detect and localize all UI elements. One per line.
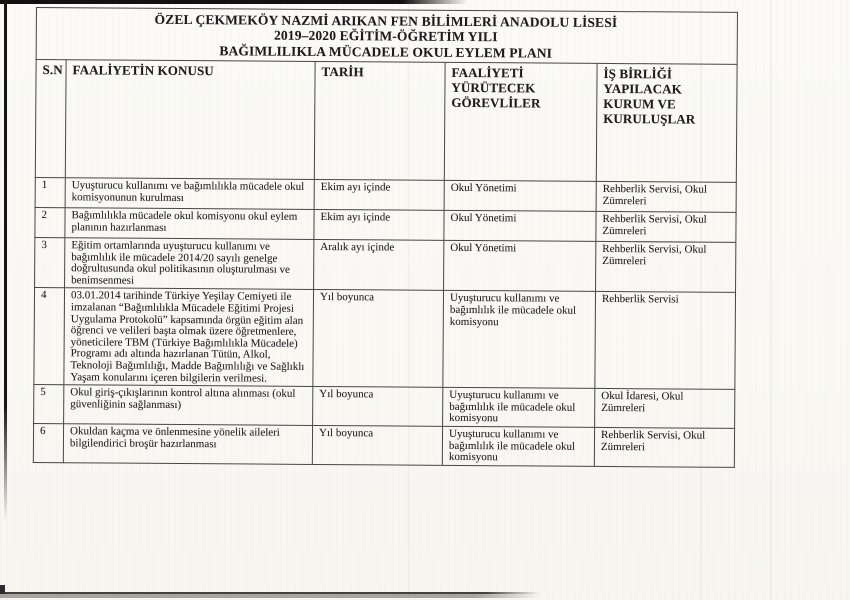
cell-gorevliler: Uyuşturucu kullanımı ve bağımlılık ile mücadele okul komisyonu xyxy=(443,291,596,389)
cell-isbirligi: Okul İdaresi, Okul Zümreleri xyxy=(595,389,735,429)
document-title xyxy=(36,8,737,65)
cell-sn: 4 xyxy=(34,288,65,385)
col-header-tarih: TARİH xyxy=(314,61,445,180)
cell-tarih: Yıl boyunca xyxy=(312,425,442,465)
table-row xyxy=(34,385,735,429)
cell-tarih: Ekim ayı içinde xyxy=(314,179,444,210)
cell-gorevliler: Uyuşturucu kullanımı ve bağımlılık ile mücadele okul komisyonu xyxy=(442,426,594,466)
cell-isbirligi: Rehberlik Servisi, Okul Zümreleri xyxy=(596,181,736,212)
cell-tarih: Aralık ayı içinde xyxy=(314,239,444,290)
cell-konu: Okul giriş-çıkışlarının kontrol altına alınması (okul güvenliğinin sağlanması) xyxy=(64,385,313,426)
cell-gorevliler: Uyuşturucu kullanımı ve bağımlılık ile mücadele okul komisyonu xyxy=(443,387,595,427)
cell-gorevliler: Okul Yönetimi xyxy=(444,180,596,211)
table-row xyxy=(33,423,734,467)
school-name: ÖZEL ÇEKMEKÖY NAZMİ ARIKAN FEN BİLİMLERİ ANADOLU LİSESİ xyxy=(154,11,618,31)
cell-gorevliler: Okul Yönetimi xyxy=(444,240,596,291)
cell-tarih: Yıl boyunca xyxy=(313,290,444,388)
table-row xyxy=(35,237,736,292)
cell-sn: 3 xyxy=(35,237,65,288)
cell-gorevliler: Okul Yönetimi xyxy=(444,210,596,241)
cell-sn: 5 xyxy=(34,385,64,424)
cell-konu: Bağımlılıkla mücadele okul komisyonu okul eylem planının hazırlanması xyxy=(65,208,314,240)
cell-isbirligi: Rehberlik Servisi, Okul Zümreleri xyxy=(596,241,736,292)
col-header-konu: FAALİYETİN KONUSU xyxy=(65,60,315,180)
action-plan-document xyxy=(33,7,738,468)
cell-isbirligi: Rehberlik Servisi, Okul Zümreleri xyxy=(596,211,736,242)
table-row xyxy=(34,288,736,390)
action-plan-table xyxy=(33,7,738,468)
document-title-row xyxy=(36,8,737,65)
col-header-isbirligi: İŞ BİRLİĞİ YAPILACAK KURUM VE KURULUŞLAR xyxy=(596,63,737,182)
scan-edge-top xyxy=(0,0,468,4)
cell-konu: Okuldan kaçma ve önlenmesine yönelik aileleri bilgilendirici broşür hazırlanması xyxy=(63,424,312,465)
cell-konu: Uyuşturucu kullanımı ve bağımlılıkla mücadele okul komisyonunun kurulması xyxy=(65,178,314,210)
cell-tarih: Ekim ayı içinde xyxy=(314,209,444,240)
cell-tarih: Yıl boyunca xyxy=(313,387,443,427)
table-row xyxy=(35,207,736,242)
cell-isbirligi: Rehberlik Servisi, Okul Zümreleri xyxy=(594,427,734,467)
col-header-sn: S.N xyxy=(35,60,66,178)
school-year: 2019–2020 EĞİTİM-ÖĞRETİM YILI xyxy=(273,28,498,45)
cell-sn: 6 xyxy=(33,423,63,462)
scan-edge-bottom-notch xyxy=(0,585,5,594)
plan-name: BAĞIMLILIKLA MÜCADELE OKUL EYLEM PLANI xyxy=(219,43,553,61)
scan-edge-left xyxy=(4,0,7,520)
table-row xyxy=(35,177,736,212)
cell-sn: 1 xyxy=(35,177,65,207)
scan-streak xyxy=(770,0,772,600)
cell-sn: 2 xyxy=(35,207,65,237)
cell-konu: Eğitim ortamlarında uyuşturucu kullanımı ve bağımlılık ile mücadele 2014/20 sayılı genelge doğrultusunda okul politikasının oluşturulması ve benimsenmesi xyxy=(65,238,314,290)
table-header-row xyxy=(35,60,737,183)
cell-isbirligi: Rehberlik Servisi xyxy=(595,292,736,390)
scan-edge-bottom-shadow xyxy=(0,594,540,598)
col-header-gorevliler: FAALİYETİ YÜRÜTECEK GÖREVLİLER xyxy=(444,62,597,181)
cell-konu: 03.01.2014 tarihinde Türkiye Yeşilay Cemiyeti ile imzalanan “Bağımlılıkla Mücadele Eğitimi Projesi Uygulama Protokolü” kapsamında örgün eğitim alan öğrenci ve velileri başta olmak üzere öğretmenlere, yöneticilere TBM (Türkiye Bağımlılıkla Mücadele) Programı adı altında hazırlanan Tütün, Alkol, Teknoloji Bağımlılığı, Madde Bağımlılığı ve Sağlıklı Yaşam konularını içeren bilgilerin verilmesi. xyxy=(64,288,314,386)
